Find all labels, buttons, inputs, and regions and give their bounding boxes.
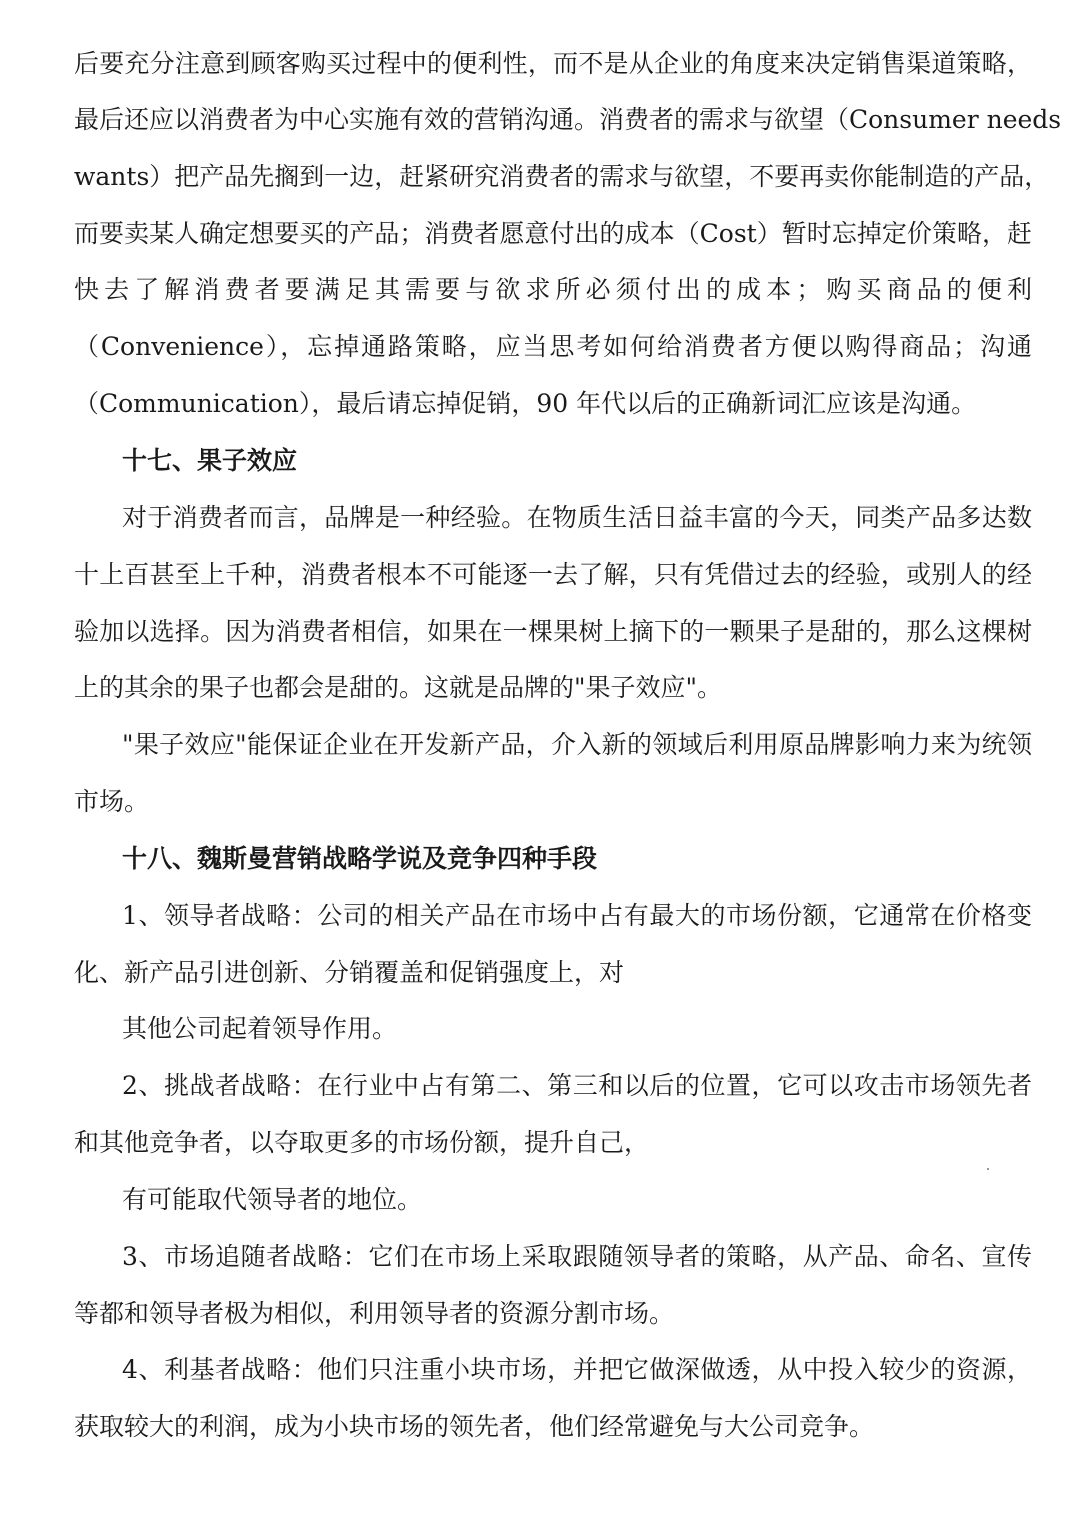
text-line: （Convenience），忘掉通路策略，应当思考如何给消费者方便以购得商品；沟通 (74, 332, 1032, 361)
text-line: 4、利基者战略：他们只注重小块市场，并把它做深做透，从中投入较少的资源， (122, 1355, 1032, 1384)
text-line: 1、领导者战略：公司的相关产品在市场中占有最大的市场份额，它通常在价格变 (122, 901, 1032, 930)
scan-speck (987, 1168, 989, 1170)
text-line: （Communication），最后请忘掉促销，90 年代以后的正确新词汇应该是沟通。 (74, 389, 977, 418)
text-line: 和其他竞争者，以夺取更多的市场份额，提升自己， (74, 1128, 650, 1157)
text-line: 快去了解消费者要满足其需要与欲求所必须付出的成本；购买商品的便利 (74, 275, 1032, 304)
text-line: 后要充分注意到顾客购买过程中的便利性，而不是从企业的角度来决定销售渠道策略， (74, 49, 1032, 78)
text-line: 对于消费者而言，品牌是一种经验。在物质生活日益丰富的今天，同类产品多达数 (122, 503, 1032, 532)
section-heading: 十八、魏斯曼营销战略学说及竞争四种手段 (122, 844, 598, 873)
text-line: 其他公司起着领导作用。 (122, 1014, 398, 1043)
text-line: 市场。 (74, 787, 150, 816)
text-line: wants）把产品先搁到一边，赶紧研究消费者的需求与欲望，不要再卖你能制造的产品， (74, 162, 1050, 191)
text-line: 化、新产品引进创新、分销覆盖和促销强度上，对 (74, 958, 625, 987)
text-line: 等都和领导者极为相似，利用领导者的资源分割市场。 (74, 1299, 675, 1328)
text-line: 十上百甚至上千种，消费者根本不可能逐一去了解，只有凭借过去的经验，或别人的经 (74, 560, 1032, 589)
text-line: 获取较大的利润，成为小块市场的领先者，他们经常避免与大公司竞争。 (74, 1412, 875, 1441)
section-heading: 十七、果子效应 (122, 446, 298, 475)
text-line: 验加以选择。因为消费者相信，如果在一棵果树上摘下的一颗果子是甜的，那么这棵树 (74, 617, 1032, 646)
text-line: 2、挑战者战略：在行业中占有第二、第三和以后的位置，它可以攻击市场领先者 (122, 1071, 1032, 1100)
text-line: "果子效应"能保证企业在开发新产品，介入新的领域后利用原品牌影响力来为统领 (122, 730, 1032, 759)
text-line: 最后还应以消费者为中心实施有效的营销沟通。消费者的需求与欲望（Consumer needs (74, 105, 1062, 134)
text-line: 有可能取代领导者的地位。 (122, 1185, 423, 1214)
text-line: 而要卖某人确定想要买的产品；消费者愿意付出的成本（Cost）暂时忘掉定价策略，赶 (74, 219, 1032, 248)
text-line: 上的其余的果子也都会是甜的。这就是品牌的"果子效应"。 (74, 673, 723, 702)
text-line: 3、市场追随者战略：它们在市场上采取跟随领导者的策略，从产品、命名、宣传 (122, 1242, 1032, 1271)
